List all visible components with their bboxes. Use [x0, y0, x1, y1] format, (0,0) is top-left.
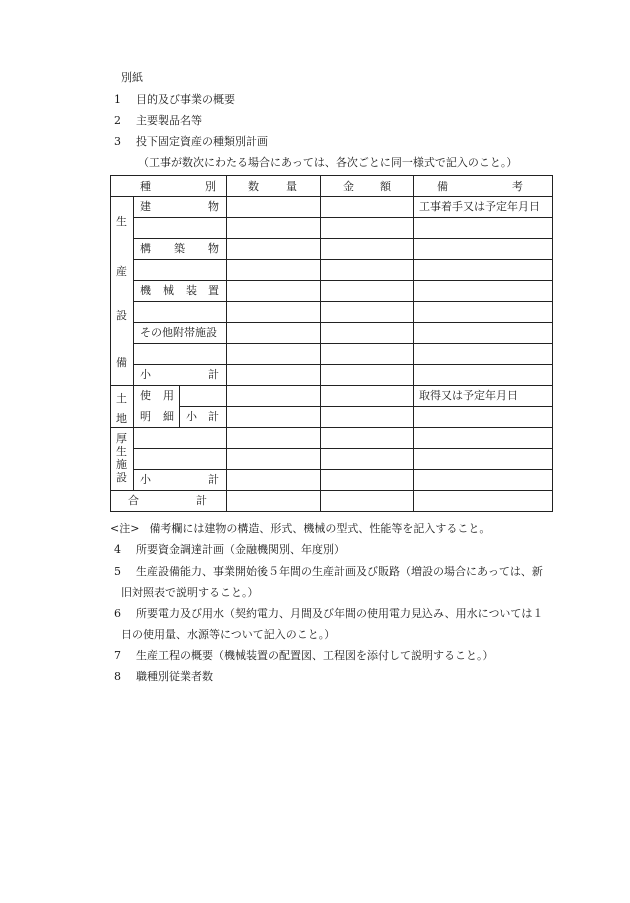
item-number: 7 — [114, 649, 121, 662]
note-text: 備考欄には建物の構造、形式、機械の型式、性能等を記入すること。 — [149, 522, 491, 535]
welfare-label: 設 — [116, 471, 127, 484]
item-text: 主要製品名等 — [136, 114, 202, 127]
row-total: 合 — [128, 494, 139, 507]
list-item — [114, 607, 543, 621]
table-footnote — [110, 522, 490, 536]
item-text: 所要資金調達計画（金融機関別、年度別） — [136, 543, 345, 556]
list-item — [114, 670, 213, 684]
item-number: 6 — [114, 607, 121, 620]
item-text: 投下固定資産の種類別計画 — [136, 135, 268, 148]
land-label: 地 — [116, 412, 127, 425]
welfare-label: 厚 — [116, 432, 127, 445]
header-quantity: 量 — [286, 180, 297, 193]
row-subtotal: 小 — [140, 368, 151, 381]
list-item — [114, 649, 494, 663]
remark-land: 取得又は予定年月日 — [419, 389, 518, 402]
row-building: 物 — [208, 200, 219, 213]
item-number: 5 — [114, 565, 121, 578]
land-subtotal: 計 — [208, 410, 219, 423]
header-amount: 金 — [343, 180, 354, 193]
land-detail: 明 — [140, 410, 151, 423]
item-text: 生産設備能力、事業開始後５年間の生産計画及び販路（増設の場合にあっては、新 — [136, 565, 543, 578]
item-continuation: 日の使用量、水源等について記入のこと。） — [121, 628, 336, 641]
note-label: <注> — [110, 522, 140, 535]
row-machinery: 機 — [140, 284, 151, 297]
header-type: 種 — [140, 180, 151, 193]
row-structure: 築 — [174, 242, 185, 255]
header-remarks: 備 — [437, 180, 448, 193]
row-machinery: 械 — [163, 284, 174, 297]
row-subtotal: 計 — [208, 368, 219, 381]
welfare-label: 施 — [116, 458, 127, 471]
header-remarks: 考 — [512, 180, 523, 193]
header-quantity: 数 — [248, 180, 259, 193]
production-label: 備 — [116, 356, 127, 369]
item-number: 3 — [114, 135, 121, 148]
welfare-subtotal: 小 — [140, 473, 151, 486]
row-other-facilities: その他附帯施設 — [140, 326, 217, 339]
header-type: 別 — [205, 180, 216, 193]
header-amount: 額 — [380, 180, 391, 193]
row-total: 計 — [196, 494, 207, 507]
land-subtotal: 小 — [186, 410, 197, 423]
production-label: 設 — [116, 309, 127, 322]
item-text: 生産工程の概要（機械装置の配置図、工程図を添付して説明すること。） — [136, 649, 494, 662]
remark-building: 工事着手又は予定年月日 — [419, 200, 540, 213]
row-building: 建 — [140, 200, 151, 213]
row-machinery: 装 — [186, 284, 197, 297]
production-label: 産 — [116, 265, 127, 278]
item-text: 所要電力及び用水（契約電力、月間及び年間の使用電力見込み、用水については１ — [136, 607, 544, 620]
land-label: 土 — [116, 392, 127, 405]
production-label: 生 — [116, 215, 127, 228]
item-number: 8 — [114, 670, 121, 683]
item-number: 4 — [114, 543, 121, 556]
item-text: 職種別従業者数 — [136, 670, 213, 683]
row-structure: 物 — [208, 242, 219, 255]
table-note: （工事が数次にわたる場合にあっては、各次ごとに同一様式で記入のこと。） — [138, 156, 518, 169]
item-text: 目的及び事業の概要 — [136, 93, 235, 106]
row-structure: 構 — [140, 242, 151, 255]
document-title: 別紙 — [121, 71, 143, 84]
list-item — [114, 543, 345, 557]
item-number: 1 — [114, 93, 121, 106]
land-use: 用 — [163, 389, 174, 402]
list-item — [114, 565, 543, 579]
land-use: 使 — [140, 389, 151, 402]
item-continuation: 旧対照表で説明すること。） — [121, 586, 259, 599]
row-machinery: 置 — [208, 284, 219, 297]
land-detail: 細 — [163, 410, 174, 423]
item-number: 2 — [114, 114, 121, 127]
welfare-subtotal: 計 — [208, 473, 219, 486]
welfare-label: 生 — [116, 445, 127, 458]
